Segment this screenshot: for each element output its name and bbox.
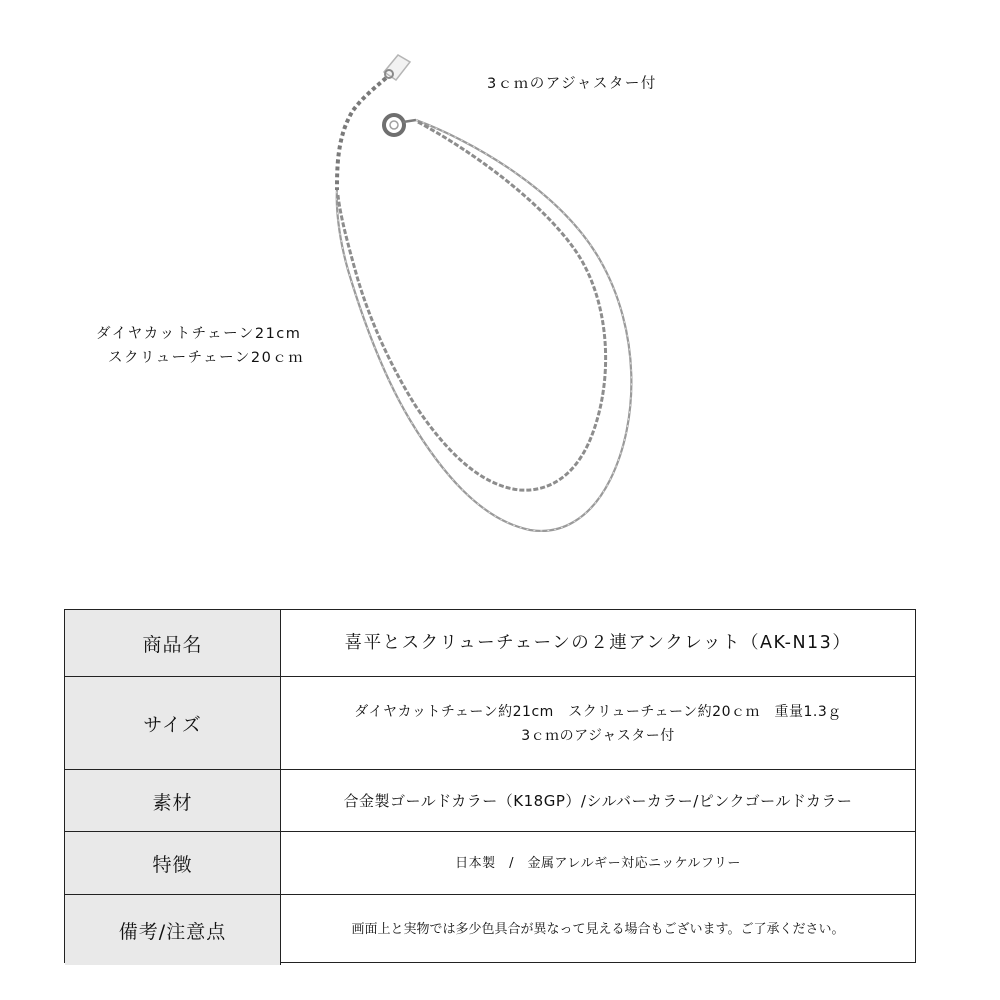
spec-row-product-name [65, 610, 915, 676]
spec-value: 喜平とスクリューチェーンの２連アンクレット（AK-N13） [344, 633, 852, 653]
spec-value: 合金製ゴールドカラー（K18GP）/シルバーカラー/ピンクゴールドカラー [343, 792, 853, 810]
spec-table [64, 609, 916, 963]
extender-tab [384, 55, 410, 80]
chain-length-caption [96, 322, 304, 370]
spec-row-notes [65, 894, 915, 965]
adjuster-chain [337, 78, 386, 190]
spec-label: 特徴 [65, 832, 281, 895]
screw-chain-caption: スクリューチェーン20ｃｍ [108, 350, 305, 366]
spec-row-features [65, 831, 915, 895]
spec-value-line: ダイヤカットチェーン約21cm スクリューチェーン約20ｃｍ 重量1.3ｇ [354, 703, 842, 720]
spec-value-line: 3ｃｍのアジャスター付 [521, 727, 675, 744]
spec-row-size [65, 676, 915, 770]
spec-label: 素材 [65, 770, 281, 832]
spec-label: サイズ [65, 677, 281, 770]
adjuster-caption: 3ｃｍのアジャスター付 [487, 76, 657, 92]
spec-value: 日本製 / 金属アレルギー対応ニッケルフリー [455, 855, 741, 871]
spec-value [281, 677, 915, 770]
spec-value: 画面上と実物では多少色具合が異なって見える場合もございます。ご了承ください。 [351, 922, 845, 937]
spec-label: 商品名 [65, 610, 281, 676]
screw-chain [338, 122, 606, 490]
spec-label: 備考/注意点 [65, 895, 281, 965]
diamond-cut-chain-caption: ダイヤカットチェーン21cm [96, 326, 302, 342]
diamond-cut-chain [337, 120, 632, 531]
spring-ring-clasp [384, 115, 416, 135]
spec-row-material [65, 769, 915, 832]
